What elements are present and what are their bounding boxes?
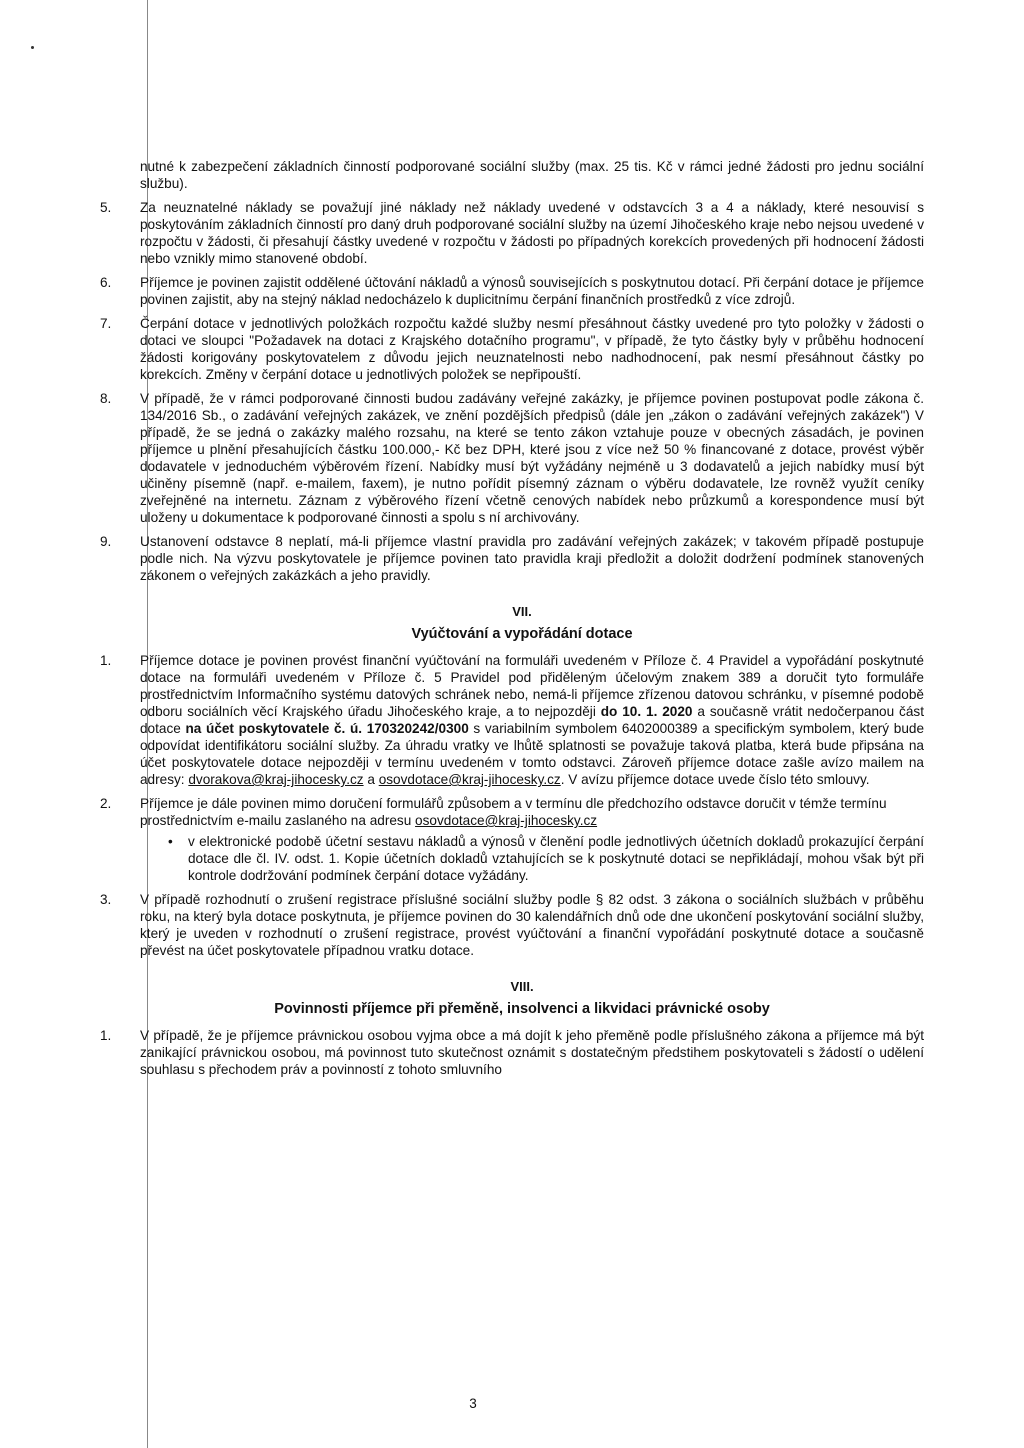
continued-paragraph: nutné k zabezpečení základních činností podporované sociální služby (max. 25 tis. Kč v rámci jedné žádosti pro jednu sociální službu). [140,159,924,191]
email-link[interactable]: osovdotace@kraj-jihocesky.cz [378,772,561,787]
scan-speck [31,46,34,49]
paragraph-8: 8. V případě, že v rámci podporované činnosti budou zadávány veřejné zakázky, je příjemce povinen postupovat podle zákona č. 134/2016 Sb., o zadávání veřejných zakázek, ve znění pozdějších předpisů (dále jen „zákon o zadávání veřejných zakázek") V případě, že se jedná o zakázky malého rozsahu, na které se tento zákon vztahuje pouze v obecných zásadách, je povinen příjemce u plnění přesahujících částku 100.000,- Kč bez DPH, které jsou z více než 50 % financované z dotace, provést výběr dodavatele v jednoduchém výběrovém řízení. Nabídky musí být vyžádány nejméně u 3 dodavatelů a jejich nabídky musí být učiněny písemně (např. e-mailem, faxem), je nutno pořídit písemný záznam o výběru dodavatele, lze rovněž využít ceníky zveřejněné na internetu. Záznam z výběrového řízení včetně cenových nabídek nebo průzkumů a korespondence musí být uloženy u dokumentace k podporované činnosti a spolu s ní archivovány. [100,391,924,525]
paragraph-5: 5. Za neuznatelné náklady se považují jiné náklady než náklady uvedené v odstavcích 3 a 4 a náklady, které nesouvisí s poskytováním základních činností pro daný druh podporované sociální služby na území Jihočeského kraje nebo nejsou uvedené v rozpočtu v žádosti, či přesahují částky uvedené v rozpočtu v žádosti po případných korekcích provedených při hodnocení žádosti nebo vznikly mimo stanovené období. [100,200,924,266]
list-item: • v elektronické podobě účetní sestavu nákladů a výnosů v členění podle jednotlivých účetních dokladů prokazující čerpání dotace dle čl. IV. odst. 1. Kopie účetních dokladů vztahujících se k poskytnuté dotaci se nepřikládají, mohou však být při kontrole dodržování podmínek čerpání dotace vyžádány. [188,833,924,884]
paragraph-number: 5. [100,200,112,215]
page-number: 3 [469,1396,477,1411]
document-body [100,158,924,1085]
section-title: Vyúčtování a vypořádání dotace [411,626,633,642]
paragraph-6: 6. Příjemce je povinen zajistit oddělené účtování nákladů a výnosů souvisejících s poskytnutou dotací. Při čerpání dotace je příjemce povinen zajistit, aby na stejný náklad nedocházelo k duplicitnímu čerpání finančních prostředků z více zdrojů. [100,275,924,307]
section7-paragraph-2: 2. Příjemce je dále povinen mimo doručení formulářů způsobem a v termínu dle předchozího odstavce doručit v témže termínu prostřednictvím e-mailu zaslaného na adresu osovdotace@kraj-jihocesky.cz • v elektronické podobě účetní sestavu nákladů a výnosů v členění podle jednotlivých účetních dokladů prokazující čerpání dotace dle čl. IV. odst. 1. Kopie účetních dokladů vztahujících se k poskytnuté dotaci se nepřikládají, mohou však být při kontrole dodržování podmínek čerpání dotace vyžádány. [120,795,924,884]
paragraph-number: 8. [100,391,112,406]
section7-paragraph-1: 1. Příjemce dotace je povinen provést finanční vyúčtování na formuláři uvedeném v Příloze č. 4 Pravidel a vypořádání poskytnuté dotace na formuláři uvedeném v Příloze č. 5 Pravidel pod přiděleným účelovým znakem 389 a doručit tyto formuláře prostřednictvím Informačního systému datových schránek nebo, nemá-li příjemce zřízenou datovou schránku, v písemné podobě odboru sociálních věcí Krajského úřadu Jihočeského kraje, a to nejpozději do 10. 1. 2020 a současně vrátit nedočerpanou část dotace na účet poskytovatele č. ú. 170320242/0300 s variabilním symbolem 6402000389 a specifickým symbolem, který bude odpovídat identifikátoru sociální služby. Za úhradu vratky ve lhůtě splatnosti se považuje taková platba, která bude připsána na účet poskytovatele dotace nejpozději v termínu uvedeném v tomto odstavci. Zároveň příjemce dotace zašle avízo mailem na adresy: dvorakova@kraj-jihocesky.cz a osovdotace@kraj-jihocesky.cz. V avízu příjemce dotace uvede číslo této smlouvy. [100,653,924,787]
paragraph-9: 9. Ustanovení odstavce 8 neplatí, má-li příjemce vlastní pravidla pro zadávání veřejných zakázek; v takovém případě postupuje podle nich. Na výzvu poskytovatele je příjemce povinen tato pravidla kraji předložit a doložit dodržení podmínek stanovených zákonem o veřejných zakázkách a jeho pravidly. [100,534,924,583]
paragraph-number: 2. [100,796,112,811]
section-heading-vii [120,603,924,643]
paragraph-number: 7. [100,316,112,331]
section-heading-viii [120,978,924,1018]
email-link[interactable]: osovdotace@kraj-jihocesky.cz [415,813,598,828]
section-title: Povinnosti příjemce při přeměně, insolvenci a likvidaci právnické osoby [274,1001,770,1017]
paragraph-number: 3. [100,892,112,907]
section8-paragraph-1: 1. V případě, že je příjemce právnickou osobou vyjma obce a má dojít k jeho přeměně podle příslušného zákona a příjemce má být zanikající právnickou osobou, má povinnost tuto skutečnost oznámit s dostatečným předstihem poskytovateli s žádostí o udělení souhlasu s přechodem práv a povinností z tohoto smluvního [100,1028,924,1077]
section7-paragraph-3: 3. V případě rozhodnutí o zrušení registrace příslušné sociální služby podle § 82 odst. 3 zákona o sociálních službách v průběhu roku, na který byla dotace poskytnuta, je příjemce povinen do 30 kalendářních dnů ode dne ukončení poskytování sociální služby, který je uveden v rozhodnutí o zrušení registrace, provést vyúčtování a finanční vypořádání poskytnuté dotace a současně převést na účet poskytovatele případnou vratku dotace. [100,892,924,958]
paragraph-number: 6. [100,275,112,290]
paragraph-number: 1. [100,1028,112,1043]
section-number: VII. [512,604,532,619]
email-link[interactable]: dvorakova@kraj-jihocesky.cz [188,772,364,787]
section-number: VIII. [510,979,534,994]
paragraph-number: 1. [100,653,112,668]
bullet-list [140,833,924,884]
paragraph-number: 9. [100,534,112,549]
paragraph-7: 7. Čerpání dotace v jednotlivých položkách rozpočtu každé služby nesmí přesáhnout částky uvedené pro tyto položky v žádosti o dotaci ve sloupci "Požadavek na dotaci z Krajského dotačního programu", v případě, že tyto částky byly v průběhu hodnocení žádosti korigovány poskytovatelem z důvodu jejich neuznatelnosti nebo nadhodnocení, pak nesmí přesáhnout částky po korekcích. Změny v čerpání dotace u jednotlivých položek se nepřipouští. [100,316,924,382]
